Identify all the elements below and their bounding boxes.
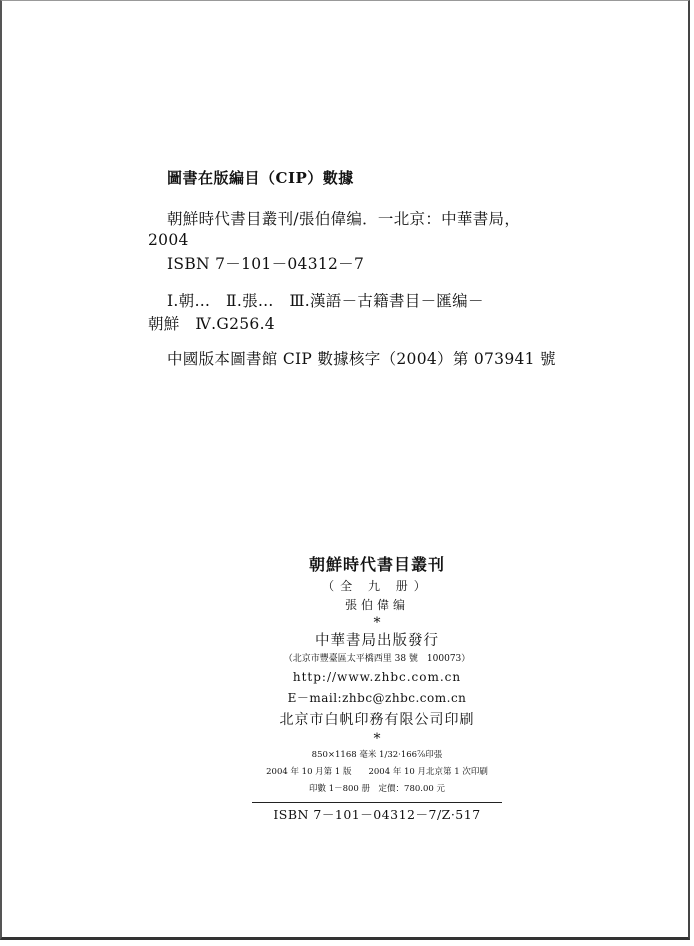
colophon-volumes: （全 九 册） (322, 579, 432, 593)
colophon (252, 553, 502, 827)
cip-title-line: 朝鮮時代書目叢刊/張伯偉编．一北京：中華書局， (167, 210, 521, 228)
cip-year-line: 2004 (148, 231, 189, 249)
cip-subject-line: Ⅰ.朝… Ⅱ.張… Ⅲ.漢語－古籍書目－匯编－ (167, 292, 484, 310)
colophon-star-divider: * (373, 615, 381, 631)
cip-record-number: 中國版本圖書館 CIP 數據核字（2004）第 073941 號 (167, 350, 556, 368)
colophon-email: E－mail:zhbc@zhbc.com.cn (287, 691, 467, 705)
cip-isbn-line: ISBN 7－101－04312－7 (167, 255, 365, 273)
colophon-print-run: 印數 1－800 册 定價：780.00 元 (309, 784, 445, 794)
colophon-star-divider-2: * (373, 731, 381, 747)
colophon-editor: 張伯偉编 (344, 598, 409, 612)
colophon-isbn: ISBN 7－101－04312－7/Z·517 (273, 807, 481, 822)
colophon-format: 850×1168 毫米 1/32·166⅞印張 (311, 750, 443, 760)
colophon-edition: 2004 年 10 月第 1 版 2004 年 10 月北京第 1 次印刷 (266, 767, 488, 777)
colophon-title: 朝鮮時代書目叢刊 (308, 555, 445, 574)
cip-heading: 圖書在版編目（CIP）數據 (167, 169, 354, 187)
colophon-printer: 北京市白帆印務有限公司印刷 (279, 712, 475, 728)
colophon-address: （北京市豐臺區太平橋西里 38 號 100073） (283, 654, 471, 664)
colophon-website: http://www.zhbc.com.cn (292, 670, 462, 684)
cip-subject-line-cont: 朝鮮 Ⅳ.G256.4 (148, 315, 275, 333)
colophon-publisher: 中華書局出版發行 (315, 633, 439, 649)
